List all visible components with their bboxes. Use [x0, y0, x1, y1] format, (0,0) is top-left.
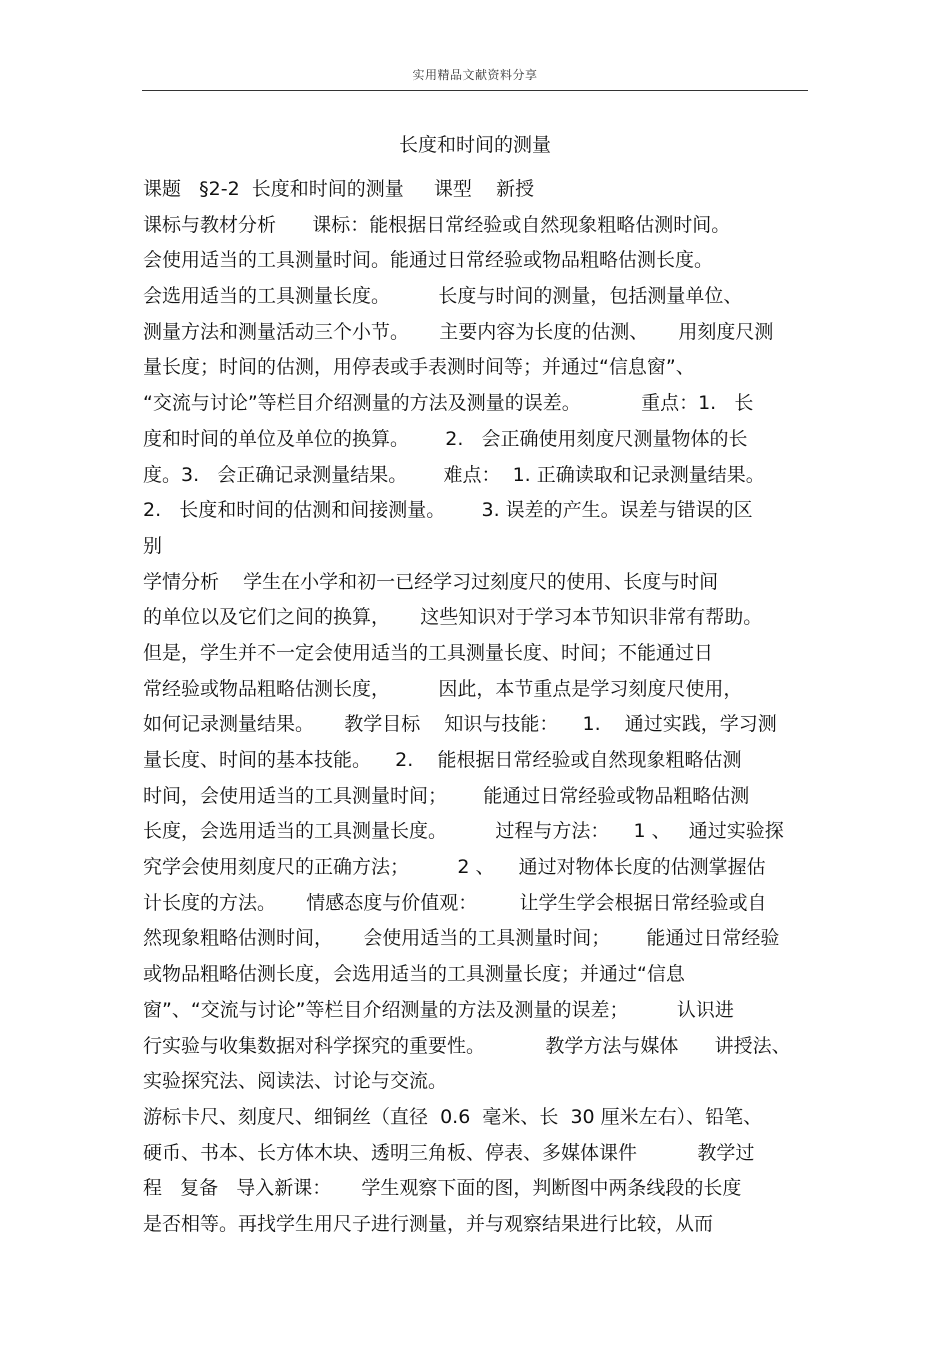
page-header: 实用精品文献资料分享: [412, 68, 538, 82]
body-line: 度。3. 会正确记录测量结果。 难点： 1. 正确读取和记录测量结果。: [143, 463, 765, 486]
header-divider: [142, 90, 808, 91]
document-body: [143, 172, 813, 1243]
body-line: 窗”、“交流与讨论”等栏目介绍测量的方法及测量的误差； 认识进: [143, 998, 734, 1021]
body-line: 但是，学生并不一定会使用适当的工具测量长度、时间；不能通过日: [143, 641, 714, 664]
body-line: 度和时间的单位及单位的换算。 2. 会正确使用刻度尺测量物体的长: [143, 427, 748, 450]
body-line: “交流与讨论”等栏目介绍测量的方法及测量的误差。 重点：1. 长: [143, 392, 754, 415]
body-line: 如何记录测量结果。 教学目标 知识与技能： 1. 通过实践，学习测: [143, 713, 777, 736]
body-line: 课标与教材分析 课标：能根据日常经验或自然现象粗略估测时间。: [143, 213, 731, 236]
body-line: 会选用适当的工具测量长度。 长度与时间的测量，包括测量单位、: [143, 285, 743, 308]
body-line: 时间，会使用适当的工具测量时间； 能通过日常经验或物品粗略估测: [143, 784, 750, 807]
body-line: 程 复备 导入新课： 学生观察下面的图，判断图中两条线段的长度: [143, 1177, 742, 1200]
body-line: 别: [143, 534, 163, 557]
body-line: 行实验与收集数据对科学探究的重要性。 教学方法与媒体 讲授法、: [143, 1034, 791, 1057]
body-line: 长度，会选用适当的工具测量长度。 过程与方法： 1 、 通过实验探: [143, 820, 784, 843]
body-line: 量长度；时间的估测，用停表或手表测时间等；并通过“信息窗”、: [143, 356, 695, 379]
body-line: 实验探究法、阅读法、讨论与交流。: [143, 1070, 448, 1093]
body-line: 计长度的方法。 情感态度与价值观： 让学生学会根据日常经验或自: [143, 891, 767, 914]
body-line: 课题 §2-2 长度和时间的测量 课型 新授: [143, 178, 535, 200]
document-title: 长度和时间的测量: [398, 134, 551, 156]
body-line: 游标卡尺、刻度尺、细铜丝（直径 0.6 毫米、长 30 厘米左右）、铅笔、: [143, 1105, 763, 1128]
body-line: 学情分析 学生在小学和初一已经学习过刻度尺的使用、长度与时间: [143, 570, 719, 593]
body-line: 常经验或物品粗略估测长度， 因此，本节重点是学习刻度尺使用，: [143, 677, 743, 700]
body-line: 测量方法和测量活动三个小节。 主要内容为长度的估测、 用刻度尺测: [143, 320, 774, 343]
body-line: 究学会使用刻度尺的正确方法； 2 、 通过对物体长度的估测掌握估: [143, 856, 766, 879]
body-line: 是否相等。再找学生用尺子进行测量，并与观察结果进行比较，从而: [143, 1212, 714, 1235]
body-line: 硬币、书本、长方体木块、透明三角板、停表、多媒体课件 教学过: [143, 1141, 755, 1164]
body-line: 或物品粗略估测长度，会选用适当的工具测量长度；并通过“信息: [143, 963, 685, 986]
body-line: 2. 长度和时间的估测和间接测量。 3. 误差的产生。误差与错误的区: [143, 499, 753, 522]
body-line: 然现象粗略估测时间， 会使用适当的工具测量时间； 能通过日常经验: [143, 927, 780, 950]
body-line: 会使用适当的工具测量时间。能通过日常经验或物品粗略估测长度。: [143, 249, 714, 272]
body-line: 的单位以及它们之间的换算， 这些知识对于学习本节知识非常有帮助。: [143, 606, 763, 629]
body-line: 量长度、时间的基本技能。 2. 能根据日常经验或自然现象粗略估测: [143, 749, 742, 771]
